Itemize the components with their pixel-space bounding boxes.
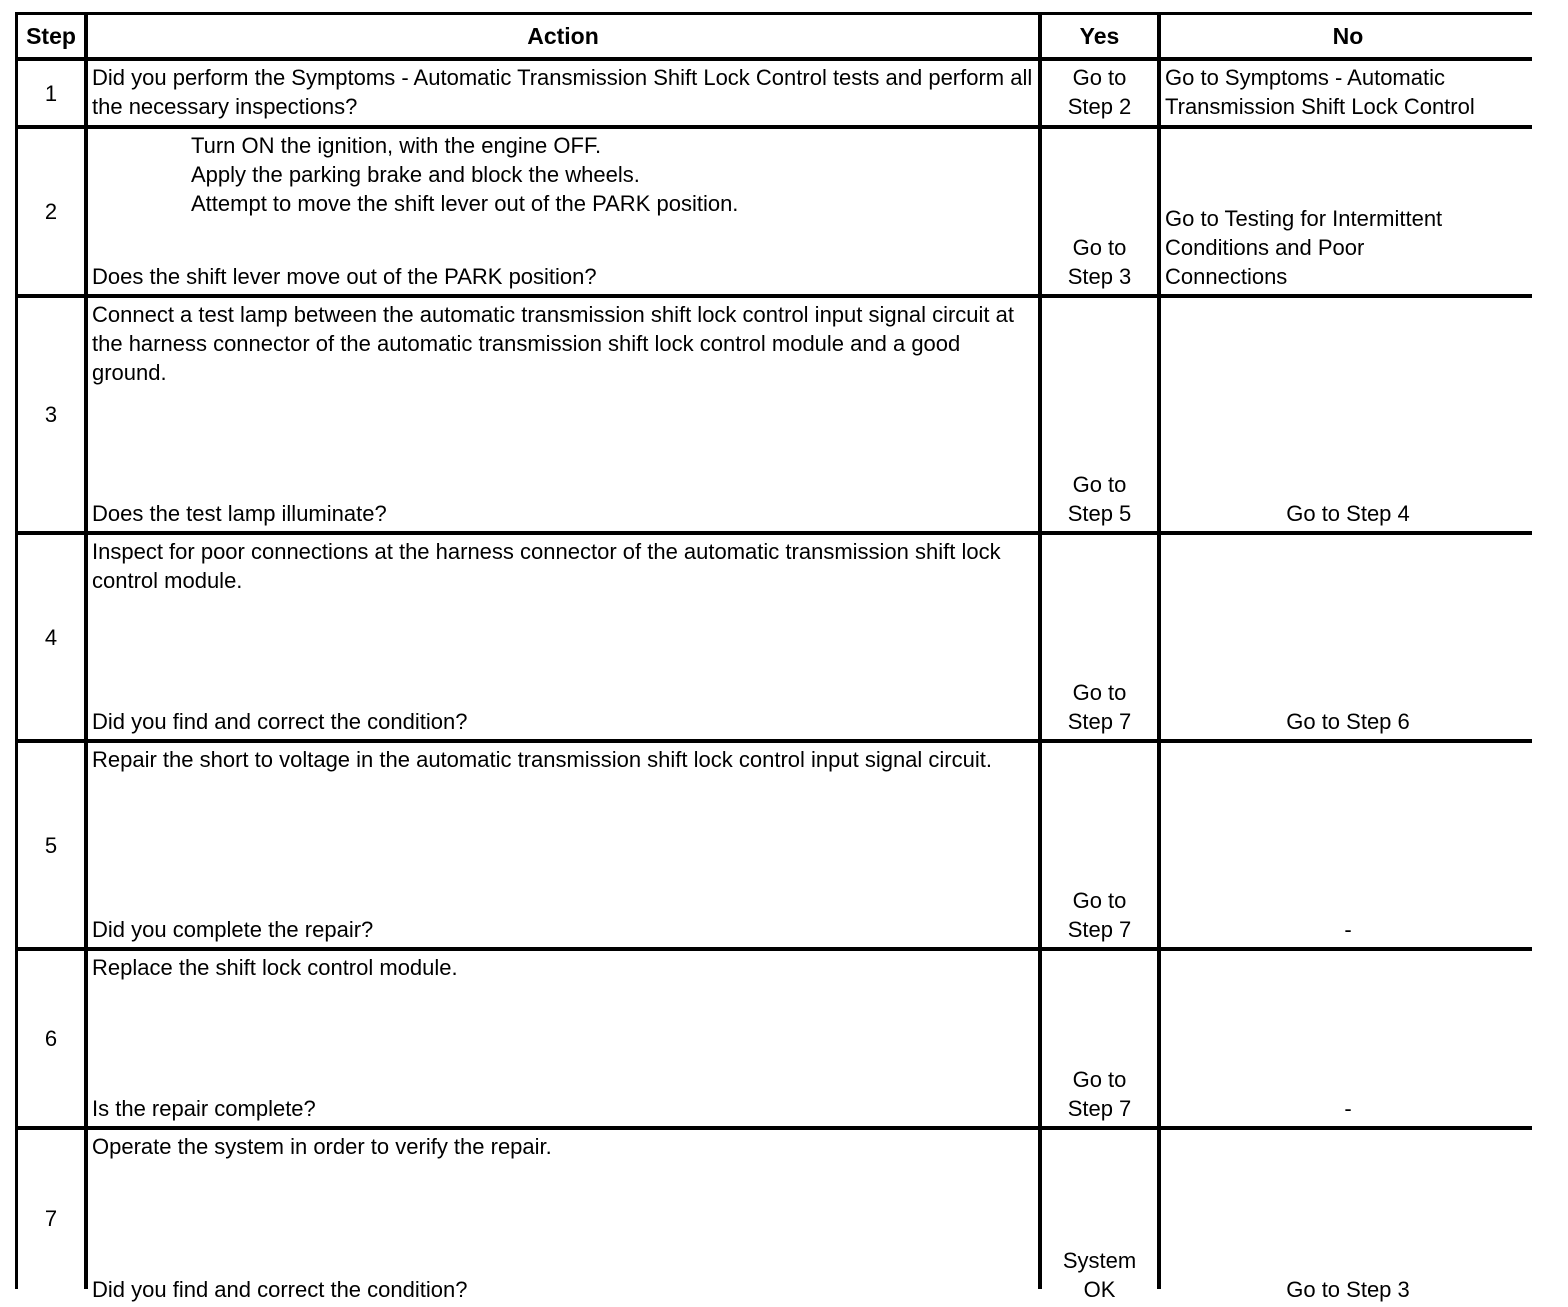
yes-line: Go to [1072, 888, 1127, 913]
yes-line: System [1062, 1248, 1137, 1273]
action-cell [88, 1130, 1038, 1307]
action-question: Did you find and correct the condition? [92, 709, 468, 734]
step-number: 3 [18, 298, 84, 531]
step-number: 1 [18, 61, 84, 125]
yes-line: Go to [1072, 1067, 1127, 1092]
no-cell [1161, 743, 1535, 947]
no-line: Go to Testing for Intermittent [1165, 206, 1443, 231]
action-cell [88, 743, 1038, 947]
yes-line: Step 7 [1067, 709, 1132, 734]
no-cell [1161, 298, 1535, 531]
yes-cell [1042, 743, 1157, 947]
no-line: Connections [1165, 264, 1288, 289]
no-line: Conditions and Poor [1165, 235, 1365, 260]
action-text: Operate the system in order to verify the repair. [92, 1134, 552, 1159]
no-cell [1161, 535, 1535, 739]
action-text: Inspect for poor connections at the harness connector of the automatic transmission shift lock control module. [92, 539, 1001, 593]
header-step: Step [18, 15, 84, 57]
step-number: 7 [18, 1130, 84, 1307]
yes-cell [1042, 1130, 1157, 1307]
header-yes: Yes [1042, 15, 1157, 57]
action-question: Does the test lamp illuminate? [92, 501, 387, 526]
action-text: Did you perform the Symptoms - Automatic Transmission Shift Lock Control tests and perform all the necessary inspections? [92, 65, 1033, 119]
action-step: Apply the parking brake and block the wheels. [191, 162, 640, 187]
action-cell [88, 951, 1038, 1126]
action-step: Turn ON the ignition, with the engine OFF. [191, 133, 602, 158]
step-number: 2 [18, 129, 84, 294]
no-text: Go to Step 3 [1286, 1277, 1410, 1302]
no-cell [1161, 61, 1535, 125]
header-action: Action [88, 15, 1038, 57]
yes-line: Step 3 [1067, 264, 1132, 289]
no-line: Go to Symptoms - Automatic [1165, 65, 1445, 90]
diagnostic-table [15, 12, 1532, 1302]
yes-cell [1042, 129, 1157, 294]
no-cell [1161, 951, 1535, 1126]
no-text: Go to Step 4 [1286, 501, 1410, 526]
action-cell [88, 61, 1038, 125]
yes-cell [1042, 61, 1157, 125]
yes-cell [1042, 535, 1157, 739]
yes-line: OK [1083, 1277, 1116, 1302]
action-steps-list [92, 131, 1034, 218]
no-cell [1161, 129, 1535, 294]
yes-cell [1042, 298, 1157, 531]
yes-line: Go to [1072, 680, 1127, 705]
yes-line: Go to [1072, 472, 1127, 497]
action-step: Attempt to move the shift lever out of the PARK position. [191, 191, 739, 216]
action-question: Did you find and correct the condition? [92, 1277, 468, 1302]
header-no: No [1161, 15, 1535, 57]
yes-cell [1042, 951, 1157, 1126]
step-number: 6 [18, 951, 84, 1126]
no-text: - [1344, 1096, 1352, 1121]
action-text: Replace the shift lock control module. [92, 955, 458, 980]
no-text: - [1344, 917, 1352, 942]
yes-line: Step 7 [1067, 917, 1132, 942]
action-cell [88, 129, 1038, 294]
yes-line: Go to [1072, 65, 1127, 90]
yes-line: Step 2 [1067, 94, 1132, 119]
action-text: Repair the short to voltage in the automatic transmission shift lock control input signal circuit. [92, 747, 992, 772]
action-cell [88, 298, 1038, 531]
yes-line: Step 5 [1067, 501, 1132, 526]
action-question: Did you complete the repair? [92, 917, 374, 942]
action-text: Connect a test lamp between the automatic transmission shift lock control input signal circuit at the harness connector of the automatic transmission shift lock control module and a good ground. [92, 302, 1015, 385]
no-cell [1161, 1130, 1535, 1307]
step-number: 5 [18, 743, 84, 947]
yes-line: Step 7 [1067, 1096, 1132, 1121]
action-question: Is the repair complete? [92, 1096, 316, 1121]
action-question: Does the shift lever move out of the PARK position? [92, 264, 597, 289]
no-line: Transmission Shift Lock Control [1165, 94, 1475, 119]
no-text: Go to Step 6 [1286, 709, 1410, 734]
step-number: 4 [18, 535, 84, 739]
yes-line: Go to [1072, 235, 1127, 260]
action-cell [88, 535, 1038, 739]
